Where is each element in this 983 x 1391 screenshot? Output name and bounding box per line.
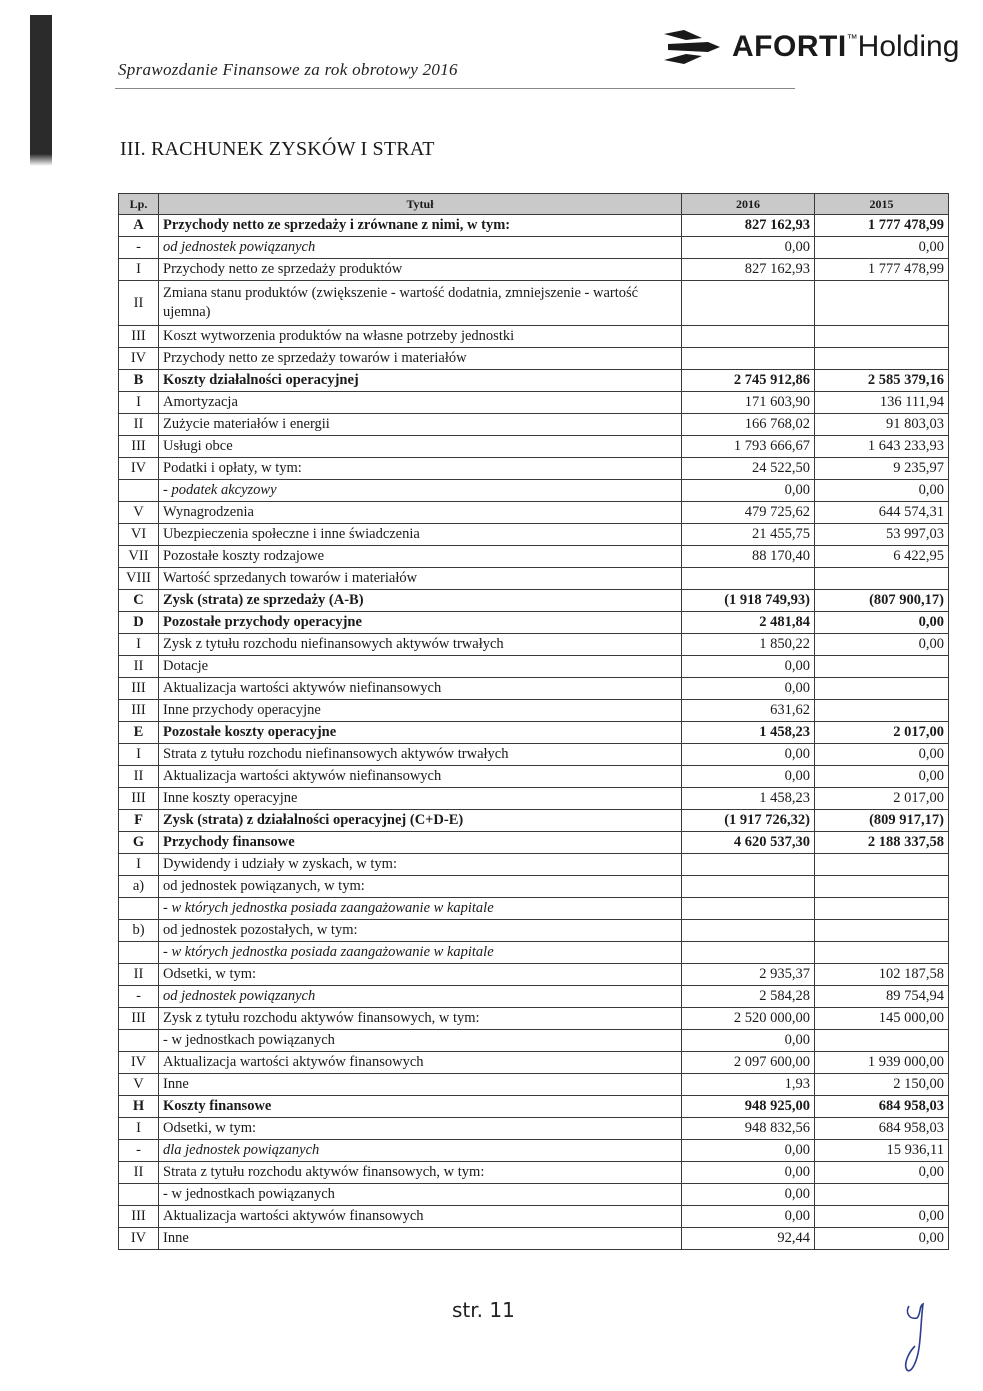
table-row [119,436,949,458]
row-title: Dotacje [159,656,682,678]
logo-brand: AFORTI [732,30,847,63]
row-value-2015 [815,942,949,964]
row-lp [119,480,159,502]
row-title: - w jednostkach powiązanych [159,1030,682,1052]
row-lp: III [119,700,159,722]
row-title: Koszty działalności operacyjnej [159,370,682,392]
row-lp [119,898,159,920]
row-value-2016 [682,920,815,942]
table-row [119,700,949,722]
section-title: III. RACHUNEK ZYSKÓW I STRAT [120,138,435,160]
table-row [119,986,949,1008]
row-value-2015 [815,568,949,590]
row-title: - podatek akcyzowy [159,480,682,502]
row-value-2015: 91 803,03 [815,414,949,436]
table-row [119,458,949,480]
row-lp: II [119,766,159,788]
row-value-2016: 0,00 [682,656,815,678]
row-lp: VI [119,524,159,546]
row-value-2016 [682,876,815,898]
row-value-2015: 0,00 [815,766,949,788]
row-lp: III [119,1206,159,1228]
row-value-2015: 2 585 379,16 [815,370,949,392]
table-row [119,1118,949,1140]
row-lp: III [119,1008,159,1030]
row-title: dla jednostek powiązanych [159,1140,682,1162]
row-title: Zużycie materiałów i energii [159,414,682,436]
row-lp: I [119,1118,159,1140]
row-lp: I [119,634,159,656]
table-row [119,964,949,986]
table-row [119,656,949,678]
table-row [119,1206,949,1228]
row-value-2015: 2 017,00 [815,788,949,810]
table-row [119,612,949,634]
logo-wordmark [732,30,959,64]
row-value-2016: 1 793 666,67 [682,436,815,458]
row-value-2016: 166 768,02 [682,414,815,436]
logo-suffix: Holding [857,30,960,63]
row-value-2016: 948 832,56 [682,1118,815,1140]
row-title: - w jednostkach powiązanych [159,1184,682,1206]
row-value-2016 [682,348,815,370]
row-value-2016: 1 458,23 [682,788,815,810]
row-value-2015: 684 958,03 [815,1096,949,1118]
table-row [119,259,949,281]
row-value-2016: 4 620 537,30 [682,832,815,854]
row-lp: a) [119,876,159,898]
row-lp: IV [119,458,159,480]
header-lp: Lp. [119,194,159,215]
row-title: Inne przychody operacyjne [159,700,682,722]
row-value-2015: 136 111,94 [815,392,949,414]
row-value-2016: (1 917 726,32) [682,810,815,832]
row-value-2015: 2 188 337,58 [815,832,949,854]
company-logo [662,26,962,68]
row-title: Przychody netto ze sprzedaży towarów i materiałów [159,348,682,370]
row-title: Zysk (strata) z działalności operacyjnej (C+D-E) [159,810,682,832]
table-row [119,281,949,326]
row-title: Ubezpieczenia społeczne i inne świadczenia [159,524,682,546]
table-row [119,1030,949,1052]
row-lp: - [119,1140,159,1162]
row-lp: b) [119,920,159,942]
row-value-2015: 0,00 [815,1206,949,1228]
table-row [119,788,949,810]
table-row [119,920,949,942]
row-value-2016: 171 603,90 [682,392,815,414]
row-title: Przychody netto ze sprzedaży produktów [159,259,682,281]
table-row [119,678,949,700]
row-lp: VIII [119,568,159,590]
row-lp: II [119,414,159,436]
report-title: Sprawozdanie Finansowe za rok obrotowy 2016 [118,60,458,79]
row-value-2016: 0,00 [682,1030,815,1052]
row-value-2015: 684 958,03 [815,1118,949,1140]
table-row [119,1228,949,1250]
row-value-2016: 1,93 [682,1074,815,1096]
row-value-2015: 1 777 478,99 [815,259,949,281]
row-lp: A [119,215,159,237]
row-lp: I [119,259,159,281]
income-statement-table [118,193,949,1250]
row-value-2015: 0,00 [815,1228,949,1250]
row-value-2016: 0,00 [682,480,815,502]
table-row [119,898,949,920]
scan-edge-mark [30,15,52,160]
row-value-2016: 2 584,28 [682,986,815,1008]
row-lp: F [119,810,159,832]
row-title: od jednostek powiązanych [159,237,682,259]
row-value-2016: 88 170,40 [682,546,815,568]
row-lp: I [119,854,159,876]
header-year-2015: 2015 [815,194,949,215]
row-title: Inne [159,1074,682,1096]
row-value-2016 [682,281,815,326]
row-value-2016: 2 481,84 [682,612,815,634]
row-lp: - [119,237,159,259]
row-value-2016: 0,00 [682,237,815,259]
row-lp: H [119,1096,159,1118]
table-row [119,392,949,414]
header-rule [115,88,795,89]
row-lp: III [119,326,159,348]
row-value-2016: 0,00 [682,1184,815,1206]
row-title: Pozostałe przychody operacyjne [159,612,682,634]
handwritten-initial [895,1300,935,1385]
row-value-2015: 0,00 [815,612,949,634]
row-value-2016: 0,00 [682,1140,815,1162]
row-value-2015: 0,00 [815,237,949,259]
row-value-2016: 827 162,93 [682,259,815,281]
row-title: Strata z tytułu rozchodu aktywów finansowych, w tym: [159,1162,682,1184]
row-value-2016: 0,00 [682,678,815,700]
row-value-2015 [815,656,949,678]
table-row [119,1140,949,1162]
row-title: Aktualizacja wartości aktywów finansowych [159,1052,682,1074]
aforti-logo-icon [662,28,724,66]
row-title: Zysk (strata) ze sprzedaży (A-B) [159,590,682,612]
row-value-2016: 92,44 [682,1228,815,1250]
table-row [119,1074,949,1096]
row-lp [119,1030,159,1052]
row-value-2016: 2 745 912,86 [682,370,815,392]
row-title: Usługi obce [159,436,682,458]
row-lp: II [119,964,159,986]
table-row [119,1162,949,1184]
table-row [119,1052,949,1074]
row-value-2015 [815,281,949,326]
row-value-2015 [815,920,949,942]
row-value-2016 [682,568,815,590]
row-lp [119,942,159,964]
row-value-2016: 479 725,62 [682,502,815,524]
row-value-2015: 89 754,94 [815,986,949,1008]
row-value-2015: 145 000,00 [815,1008,949,1030]
row-title: Inne [159,1228,682,1250]
row-value-2015: 0,00 [815,634,949,656]
row-value-2015 [815,898,949,920]
row-value-2015 [815,876,949,898]
row-value-2015: 2 150,00 [815,1074,949,1096]
row-value-2016: 948 925,00 [682,1096,815,1118]
table-row [119,326,949,348]
row-title: Odsetki, w tym: [159,964,682,986]
row-value-2016: 24 522,50 [682,458,815,480]
row-title: Aktualizacja wartości aktywów finansowych [159,1206,682,1228]
row-title: Koszty finansowe [159,1096,682,1118]
row-value-2016 [682,326,815,348]
row-title: Zmiana stanu produktów (zwiększenie - wartość dodatnia, zmniejszenie - wartość ujemna) [159,281,682,326]
table-row [119,722,949,744]
row-value-2015: (809 917,17) [815,810,949,832]
row-value-2016: 2 520 000,00 [682,1008,815,1030]
row-lp: D [119,612,159,634]
row-title: Aktualizacja wartości aktywów niefinansowych [159,678,682,700]
row-value-2016: 21 455,75 [682,524,815,546]
row-title: Inne koszty operacyjne [159,788,682,810]
row-value-2016: 2 935,37 [682,964,815,986]
page-number: str. 11 [452,1298,515,1322]
table-row [119,832,949,854]
table-row [119,1184,949,1206]
row-value-2016 [682,898,815,920]
table-row [119,546,949,568]
logo-trademark: ™ [846,33,858,45]
row-value-2015 [815,678,949,700]
row-lp: I [119,744,159,766]
row-value-2015: 53 997,03 [815,524,949,546]
row-value-2015: 15 936,11 [815,1140,949,1162]
row-lp: V [119,502,159,524]
table-row [119,876,949,898]
table-row [119,480,949,502]
row-title: Wynagrodzenia [159,502,682,524]
row-title: Zysk z tytułu rozchodu niefinansowych aktywów trwałych [159,634,682,656]
row-title: Pozostałe koszty rodzajowe [159,546,682,568]
row-title: Dywidendy i udziały w zyskach, w tym: [159,854,682,876]
row-value-2015: 0,00 [815,480,949,502]
table-row [119,854,949,876]
table-row [119,370,949,392]
table-row [119,414,949,436]
row-title: Amortyzacja [159,392,682,414]
row-title: od jednostek powiązanych [159,986,682,1008]
table-row [119,744,949,766]
row-value-2015: 0,00 [815,744,949,766]
row-title: Strata z tytułu rozchodu niefinansowych aktywów trwałych [159,744,682,766]
row-value-2015: 1 643 233,93 [815,436,949,458]
row-value-2015: 9 235,97 [815,458,949,480]
row-lp [119,1184,159,1206]
table-row [119,1008,949,1030]
row-lp: I [119,392,159,414]
row-lp: - [119,986,159,1008]
row-lp: VII [119,546,159,568]
table-row [119,502,949,524]
row-lp: III [119,788,159,810]
row-value-2016: 631,62 [682,700,815,722]
row-value-2015: (807 900,17) [815,590,949,612]
row-title: Wartość sprzedanych towarów i materiałów [159,568,682,590]
row-value-2016: (1 918 749,93) [682,590,815,612]
row-title: Przychody netto ze sprzedaży i zrównane z nimi, w tym: [159,215,682,237]
table-row [119,524,949,546]
row-title: Podatki i opłaty, w tym: [159,458,682,480]
table-row [119,766,949,788]
table-row [119,568,949,590]
table-row [119,237,949,259]
header-title: Tytuł [159,194,682,215]
row-value-2016: 1 850,22 [682,634,815,656]
row-lp: II [119,1162,159,1184]
header-year-2016: 2016 [682,194,815,215]
row-lp: IV [119,1228,159,1250]
table-row [119,215,949,237]
row-title: od jednostek powiązanych, w tym: [159,876,682,898]
row-value-2016 [682,854,815,876]
row-lp: IV [119,348,159,370]
row-value-2016: 0,00 [682,1206,815,1228]
row-lp: III [119,436,159,458]
row-title: Zysk z tytułu rozchodu aktywów finansowych, w tym: [159,1008,682,1030]
row-lp: V [119,1074,159,1096]
row-title: Przychody finansowe [159,832,682,854]
row-title: od jednostek pozostałych, w tym: [159,920,682,942]
row-lp: E [119,722,159,744]
row-value-2015: 0,00 [815,1162,949,1184]
row-value-2016 [682,942,815,964]
row-value-2016: 827 162,93 [682,215,815,237]
row-title: - w których jednostka posiada zaangażowanie w kapitale [159,942,682,964]
row-lp: IV [119,1052,159,1074]
row-value-2015 [815,1030,949,1052]
row-lp: B [119,370,159,392]
row-value-2015: 1 777 478,99 [815,215,949,237]
row-value-2015 [815,854,949,876]
row-title: - w których jednostka posiada zaangażowanie w kapitale [159,898,682,920]
row-value-2015: 644 574,31 [815,502,949,524]
row-value-2016: 1 458,23 [682,722,815,744]
row-title: Koszt wytworzenia produktów na własne potrzeby jednostki [159,326,682,348]
row-value-2015 [815,348,949,370]
row-title: Odsetki, w tym: [159,1118,682,1140]
table-header-row [119,194,949,215]
row-lp: G [119,832,159,854]
row-value-2015 [815,700,949,722]
table-row [119,634,949,656]
row-value-2015: 2 017,00 [815,722,949,744]
row-value-2015: 6 422,95 [815,546,949,568]
row-lp: II [119,656,159,678]
row-value-2016: 0,00 [682,1162,815,1184]
row-value-2015: 102 187,58 [815,964,949,986]
table-row [119,348,949,370]
row-value-2015: 1 939 000,00 [815,1052,949,1074]
row-lp: C [119,590,159,612]
row-value-2015 [815,326,949,348]
table-row [119,1096,949,1118]
table-row [119,810,949,832]
table-row [119,942,949,964]
row-value-2016: 0,00 [682,766,815,788]
row-value-2016: 0,00 [682,744,815,766]
row-value-2016: 2 097 600,00 [682,1052,815,1074]
row-title: Aktualizacja wartości aktywów niefinansowych [159,766,682,788]
row-title: Pozostałe koszty operacyjne [159,722,682,744]
row-value-2015 [815,1184,949,1206]
table-row [119,590,949,612]
row-lp: II [119,281,159,326]
row-lp: III [119,678,159,700]
